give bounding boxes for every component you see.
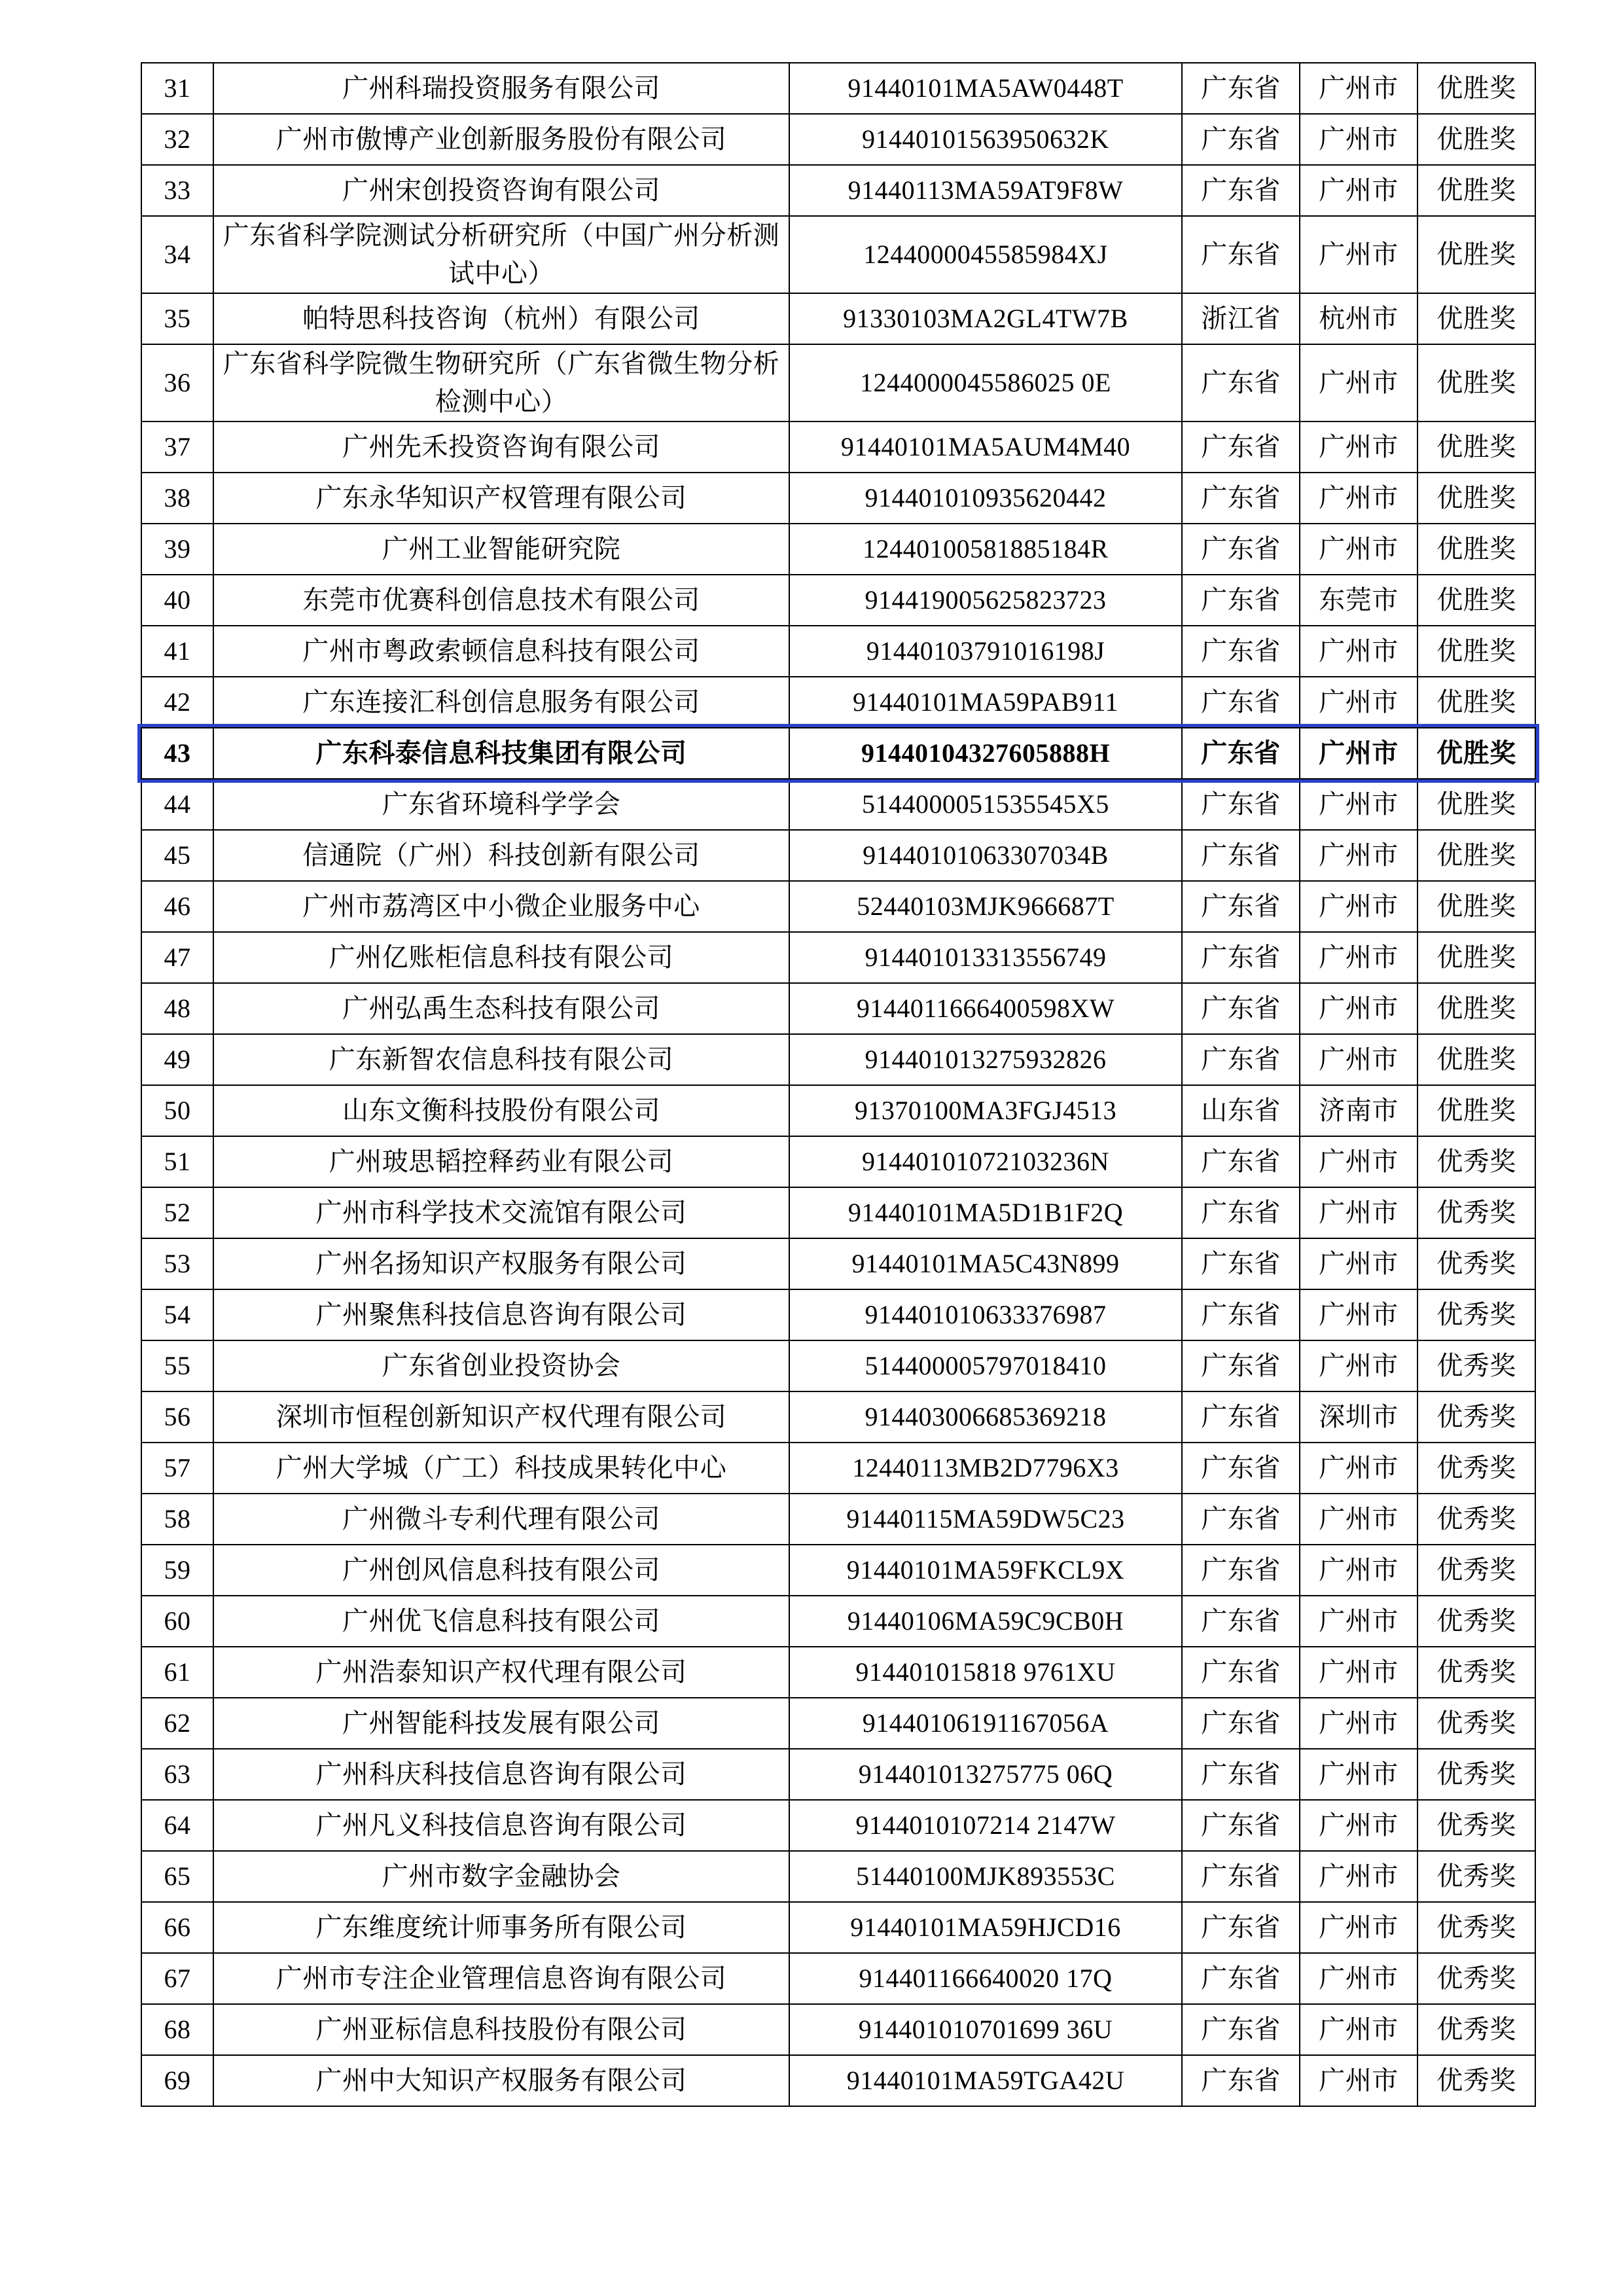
cell-unit-name: 广州科瑞投资服务有限公司 bbox=[213, 63, 789, 114]
cell-unit-name: 广州工业智能研究院 bbox=[213, 524, 789, 575]
cell-province: 广东省 bbox=[1182, 1749, 1300, 1800]
cell-award: 优胜奖 bbox=[1418, 216, 1535, 293]
cell-city: 广州市 bbox=[1300, 932, 1418, 983]
cell-credit-code: 91440115MA59DW5C23 bbox=[789, 1494, 1182, 1545]
table-row bbox=[141, 881, 1535, 932]
cell-index: 51 bbox=[141, 1136, 213, 1187]
cell-credit-code: 9144010107214 2147W bbox=[789, 1800, 1182, 1851]
cell-province: 广东省 bbox=[1182, 1238, 1300, 1289]
cell-credit-code: 914401015818 9761XU bbox=[789, 1647, 1182, 1698]
table-row bbox=[141, 1800, 1535, 1851]
cell-unit-name: 深圳市恒程创新知识产权代理有限公司 bbox=[213, 1391, 789, 1443]
cell-city: 广州市 bbox=[1300, 1443, 1418, 1494]
cell-city: 广州市 bbox=[1300, 983, 1418, 1034]
table-row bbox=[141, 63, 1535, 114]
cell-award: 优秀奖 bbox=[1418, 1391, 1535, 1443]
cell-credit-code: 91440101MA59TGA42U bbox=[789, 2055, 1182, 2106]
table-row bbox=[141, 473, 1535, 524]
cell-province: 广东省 bbox=[1182, 422, 1300, 473]
cell-province: 广东省 bbox=[1182, 1902, 1300, 1953]
table-row bbox=[141, 1340, 1535, 1391]
cell-credit-code: 91440101072103236N bbox=[789, 1136, 1182, 1187]
cell-city: 广州市 bbox=[1300, 779, 1418, 830]
table-row bbox=[141, 1034, 1535, 1085]
cell-province: 广东省 bbox=[1182, 1596, 1300, 1647]
cell-award: 优胜奖 bbox=[1418, 779, 1535, 830]
cell-credit-code: 91440113MA59AT9F8W bbox=[789, 165, 1182, 216]
cell-province: 广东省 bbox=[1182, 1340, 1300, 1391]
cell-award: 优秀奖 bbox=[1418, 1187, 1535, 1238]
cell-index: 35 bbox=[141, 293, 213, 344]
cell-province: 广东省 bbox=[1182, 1034, 1300, 1085]
cell-credit-code: 914401166640020 17Q bbox=[789, 1953, 1182, 2004]
cell-unit-name: 广东省科学院微生物研究所（广东省微生物分析检测中心） bbox=[213, 344, 789, 422]
cell-index: 31 bbox=[141, 63, 213, 114]
cell-unit-name: 广州玻思韬控释药业有限公司 bbox=[213, 1136, 789, 1187]
table-row bbox=[141, 1647, 1535, 1698]
cell-index: 42 bbox=[141, 677, 213, 728]
cell-index: 65 bbox=[141, 1851, 213, 1902]
cell-unit-name: 广州科庆科技信息咨询有限公司 bbox=[213, 1749, 789, 1800]
cell-province: 广东省 bbox=[1182, 165, 1300, 216]
cell-city: 广州市 bbox=[1300, 165, 1418, 216]
table-row bbox=[141, 1085, 1535, 1136]
table-row bbox=[141, 1289, 1535, 1340]
cell-unit-name: 帕特思科技咨询（杭州）有限公司 bbox=[213, 293, 789, 344]
cell-unit-name: 山东文衡科技股份有限公司 bbox=[213, 1085, 789, 1136]
cell-city: 广州市 bbox=[1300, 881, 1418, 932]
cell-credit-code: 91370100MA3FGJ4513 bbox=[789, 1085, 1182, 1136]
cell-index: 62 bbox=[141, 1698, 213, 1749]
cell-index: 52 bbox=[141, 1187, 213, 1238]
cell-province: 广东省 bbox=[1182, 1647, 1300, 1698]
cell-city: 广州市 bbox=[1300, 114, 1418, 165]
table-row bbox=[141, 344, 1535, 422]
cell-index: 45 bbox=[141, 830, 213, 881]
cell-unit-name: 广州大学城（广工）科技成果转化中心 bbox=[213, 1443, 789, 1494]
cell-index: 67 bbox=[141, 1953, 213, 2004]
table-row bbox=[141, 114, 1535, 165]
cell-index: 37 bbox=[141, 422, 213, 473]
cell-credit-code: 91440101MA5D1B1F2Q bbox=[789, 1187, 1182, 1238]
cell-city: 广州市 bbox=[1300, 524, 1418, 575]
cell-city: 广州市 bbox=[1300, 1494, 1418, 1545]
cell-unit-name: 广州名扬知识产权服务有限公司 bbox=[213, 1238, 789, 1289]
cell-award: 优胜奖 bbox=[1418, 677, 1535, 728]
cell-credit-code: 91440101MA59FKCL9X bbox=[789, 1545, 1182, 1596]
table-row bbox=[141, 728, 1535, 779]
cell-credit-code: 52440103MJK966687T bbox=[789, 881, 1182, 932]
cell-award: 优胜奖 bbox=[1418, 932, 1535, 983]
cell-city: 广州市 bbox=[1300, 1136, 1418, 1187]
cell-city: 广州市 bbox=[1300, 830, 1418, 881]
cell-credit-code: 51440100MJK893553C bbox=[789, 1851, 1182, 1902]
cell-credit-code: 914401010935620442 bbox=[789, 473, 1182, 524]
cell-award: 优秀奖 bbox=[1418, 1647, 1535, 1698]
cell-city: 广州市 bbox=[1300, 2004, 1418, 2055]
cell-index: 49 bbox=[141, 1034, 213, 1085]
cell-city: 广州市 bbox=[1300, 1749, 1418, 1800]
cell-index: 33 bbox=[141, 165, 213, 216]
cell-award: 优胜奖 bbox=[1418, 575, 1535, 626]
cell-award: 优胜奖 bbox=[1418, 1085, 1535, 1136]
cell-award: 优秀奖 bbox=[1418, 1851, 1535, 1902]
cell-award: 优胜奖 bbox=[1418, 830, 1535, 881]
cell-index: 59 bbox=[141, 1545, 213, 1596]
cell-award: 优秀奖 bbox=[1418, 1596, 1535, 1647]
table-row bbox=[141, 575, 1535, 626]
cell-index: 32 bbox=[141, 114, 213, 165]
cell-unit-name: 广东新智农信息科技有限公司 bbox=[213, 1034, 789, 1085]
cell-city: 广州市 bbox=[1300, 1289, 1418, 1340]
cell-award: 优秀奖 bbox=[1418, 1749, 1535, 1800]
table-row bbox=[141, 1749, 1535, 1800]
table-row bbox=[141, 216, 1535, 293]
table-row bbox=[141, 524, 1535, 575]
cell-unit-name: 信通院（广州）科技创新有限公司 bbox=[213, 830, 789, 881]
cell-unit-name: 广州优飞信息科技有限公司 bbox=[213, 1596, 789, 1647]
cell-city: 广州市 bbox=[1300, 1545, 1418, 1596]
cell-credit-code: 9144011666400598XW bbox=[789, 983, 1182, 1034]
table-row bbox=[141, 983, 1535, 1034]
cell-credit-code: 91440106191167056A bbox=[789, 1698, 1182, 1749]
table-row bbox=[141, 626, 1535, 677]
table-row bbox=[141, 1494, 1535, 1545]
cell-award: 优胜奖 bbox=[1418, 881, 1535, 932]
cell-credit-code: 12440113MB2D7796X3 bbox=[789, 1443, 1182, 1494]
cell-province: 广东省 bbox=[1182, 114, 1300, 165]
cell-unit-name: 广东连接汇科创信息服务有限公司 bbox=[213, 677, 789, 728]
cell-award: 优胜奖 bbox=[1418, 1034, 1535, 1085]
cell-province: 广东省 bbox=[1182, 830, 1300, 881]
cell-province: 广东省 bbox=[1182, 779, 1300, 830]
cell-award: 优胜奖 bbox=[1418, 626, 1535, 677]
cell-province: 广东省 bbox=[1182, 63, 1300, 114]
cell-index: 46 bbox=[141, 881, 213, 932]
cell-city: 广州市 bbox=[1300, 1340, 1418, 1391]
cell-index: 50 bbox=[141, 1085, 213, 1136]
award-table-container bbox=[141, 62, 1516, 2107]
cell-index: 54 bbox=[141, 1289, 213, 1340]
cell-unit-name: 广州市傲博产业创新服务股份有限公司 bbox=[213, 114, 789, 165]
cell-index: 43 bbox=[141, 728, 213, 779]
cell-city: 广州市 bbox=[1300, 1596, 1418, 1647]
cell-province: 广东省 bbox=[1182, 216, 1300, 293]
cell-unit-name: 广东科泰信息科技集团有限公司 bbox=[213, 728, 789, 779]
cell-award: 优秀奖 bbox=[1418, 1902, 1535, 1953]
cell-unit-name: 广州弘禹生态科技有限公司 bbox=[213, 983, 789, 1034]
table-row bbox=[141, 422, 1535, 473]
cell-unit-name: 广州市数字金融协会 bbox=[213, 1851, 789, 1902]
cell-index: 56 bbox=[141, 1391, 213, 1443]
cell-credit-code: 914419005625823723 bbox=[789, 575, 1182, 626]
table-row bbox=[141, 1851, 1535, 1902]
cell-city: 广州市 bbox=[1300, 1187, 1418, 1238]
award-table-body bbox=[141, 63, 1535, 2106]
cell-city: 广州市 bbox=[1300, 1238, 1418, 1289]
cell-city: 广州市 bbox=[1300, 677, 1418, 728]
cell-city: 广州市 bbox=[1300, 626, 1418, 677]
cell-unit-name: 广州中大知识产权服务有限公司 bbox=[213, 2055, 789, 2106]
cell-credit-code: 91440104327605888H bbox=[789, 728, 1182, 779]
cell-index: 60 bbox=[141, 1596, 213, 1647]
cell-province: 广东省 bbox=[1182, 1187, 1300, 1238]
cell-unit-name: 广州浩泰知识产权代理有限公司 bbox=[213, 1647, 789, 1698]
cell-credit-code: 91440101MA59HJCD16 bbox=[789, 1902, 1182, 1953]
table-row bbox=[141, 2004, 1535, 2055]
cell-city: 广州市 bbox=[1300, 1902, 1418, 1953]
cell-city: 广州市 bbox=[1300, 422, 1418, 473]
cell-province: 广东省 bbox=[1182, 1136, 1300, 1187]
table-row bbox=[141, 830, 1535, 881]
cell-credit-code: 91440101563950632K bbox=[789, 114, 1182, 165]
cell-unit-name: 广东维度统计师事务所有限公司 bbox=[213, 1902, 789, 1953]
cell-unit-name: 广州先禾投资咨询有限公司 bbox=[213, 422, 789, 473]
cell-province: 广东省 bbox=[1182, 1698, 1300, 1749]
cell-city: 杭州市 bbox=[1300, 293, 1418, 344]
cell-unit-name: 广州智能科技发展有限公司 bbox=[213, 1698, 789, 1749]
cell-credit-code: 91330103MA2GL4TW7B bbox=[789, 293, 1182, 344]
table-row bbox=[141, 1443, 1535, 1494]
cell-province: 广东省 bbox=[1182, 728, 1300, 779]
table-row bbox=[141, 1545, 1535, 1596]
cell-province: 广东省 bbox=[1182, 881, 1300, 932]
cell-index: 57 bbox=[141, 1443, 213, 1494]
table-row bbox=[141, 1136, 1535, 1187]
cell-city: 广州市 bbox=[1300, 63, 1418, 114]
cell-award: 优秀奖 bbox=[1418, 2004, 1535, 2055]
table-row bbox=[141, 1902, 1535, 1953]
cell-province: 广东省 bbox=[1182, 575, 1300, 626]
cell-unit-name: 广州宋创投资咨询有限公司 bbox=[213, 165, 789, 216]
cell-unit-name: 广东省科学院测试分析研究所（中国广州分析测试中心） bbox=[213, 216, 789, 293]
cell-province: 广东省 bbox=[1182, 1443, 1300, 1494]
cell-unit-name: 广州市粤政索顿信息科技有限公司 bbox=[213, 626, 789, 677]
cell-award: 优秀奖 bbox=[1418, 1545, 1535, 1596]
cell-credit-code: 914401010633376987 bbox=[789, 1289, 1182, 1340]
cell-city: 广州市 bbox=[1300, 344, 1418, 422]
cell-city: 济南市 bbox=[1300, 1085, 1418, 1136]
cell-award: 优胜奖 bbox=[1418, 983, 1535, 1034]
cell-index: 53 bbox=[141, 1238, 213, 1289]
cell-award: 优胜奖 bbox=[1418, 293, 1535, 344]
cell-city: 广州市 bbox=[1300, 1800, 1418, 1851]
table-row bbox=[141, 2055, 1535, 2106]
cell-award: 优胜奖 bbox=[1418, 63, 1535, 114]
cell-award: 优秀奖 bbox=[1418, 1289, 1535, 1340]
cell-province: 广东省 bbox=[1182, 344, 1300, 422]
cell-credit-code: 91440101MA5AUM4M40 bbox=[789, 422, 1182, 473]
table-row bbox=[141, 1187, 1535, 1238]
cell-index: 47 bbox=[141, 932, 213, 983]
table-row bbox=[141, 1391, 1535, 1443]
cell-credit-code: 1244000045586025 0E bbox=[789, 344, 1182, 422]
cell-credit-code: 91440101MA5C43N899 bbox=[789, 1238, 1182, 1289]
cell-award: 优秀奖 bbox=[1418, 1494, 1535, 1545]
table-row bbox=[141, 932, 1535, 983]
table-row bbox=[141, 779, 1535, 830]
cell-unit-name: 广州市荔湾区中小微企业服务中心 bbox=[213, 881, 789, 932]
cell-award: 优胜奖 bbox=[1418, 728, 1535, 779]
cell-unit-name: 广州微斗专利代理有限公司 bbox=[213, 1494, 789, 1545]
cell-award: 优秀奖 bbox=[1418, 1238, 1535, 1289]
cell-unit-name: 广州亚标信息科技股份有限公司 bbox=[213, 2004, 789, 2055]
cell-award: 优胜奖 bbox=[1418, 344, 1535, 422]
cell-credit-code: 91440106MA59C9CB0H bbox=[789, 1596, 1182, 1647]
cell-award: 优胜奖 bbox=[1418, 473, 1535, 524]
cell-index: 34 bbox=[141, 216, 213, 293]
cell-province: 广东省 bbox=[1182, 524, 1300, 575]
cell-city: 东莞市 bbox=[1300, 575, 1418, 626]
cell-city: 广州市 bbox=[1300, 473, 1418, 524]
cell-credit-code: 12440100581885184R bbox=[789, 524, 1182, 575]
cell-province: 广东省 bbox=[1182, 1391, 1300, 1443]
cell-award: 优秀奖 bbox=[1418, 1340, 1535, 1391]
cell-city: 广州市 bbox=[1300, 2055, 1418, 2106]
cell-credit-code: 91440101063307034B bbox=[789, 830, 1182, 881]
cell-city: 广州市 bbox=[1300, 1698, 1418, 1749]
cell-index: 41 bbox=[141, 626, 213, 677]
cell-index: 61 bbox=[141, 1647, 213, 1698]
cell-award: 优胜奖 bbox=[1418, 422, 1535, 473]
cell-award: 优胜奖 bbox=[1418, 165, 1535, 216]
cell-credit-code: 914401010701699 36U bbox=[789, 2004, 1182, 2055]
cell-city: 深圳市 bbox=[1300, 1391, 1418, 1443]
table-row bbox=[141, 1596, 1535, 1647]
cell-province: 山东省 bbox=[1182, 1085, 1300, 1136]
cell-credit-code: 91440103791016198J bbox=[789, 626, 1182, 677]
cell-city: 广州市 bbox=[1300, 1851, 1418, 1902]
cell-credit-code: 91440101MA5AW0448T bbox=[789, 63, 1182, 114]
cell-unit-name: 广东省环境科学学会 bbox=[213, 779, 789, 830]
cell-index: 63 bbox=[141, 1749, 213, 1800]
cell-index: 44 bbox=[141, 779, 213, 830]
cell-province: 广东省 bbox=[1182, 626, 1300, 677]
table-row bbox=[141, 1698, 1535, 1749]
cell-award: 优秀奖 bbox=[1418, 1136, 1535, 1187]
cell-index: 39 bbox=[141, 524, 213, 575]
table-row bbox=[141, 1238, 1535, 1289]
cell-credit-code: 91440101MA59PAB911 bbox=[789, 677, 1182, 728]
cell-award: 优秀奖 bbox=[1418, 2055, 1535, 2106]
award-list-table bbox=[141, 62, 1536, 2107]
cell-province: 广东省 bbox=[1182, 473, 1300, 524]
cell-index: 48 bbox=[141, 983, 213, 1034]
cell-index: 58 bbox=[141, 1494, 213, 1545]
cell-credit-code: 914401013275932826 bbox=[789, 1034, 1182, 1085]
cell-unit-name: 广东省创业投资协会 bbox=[213, 1340, 789, 1391]
cell-province: 浙江省 bbox=[1182, 293, 1300, 344]
cell-unit-name: 广州市科学技术交流馆有限公司 bbox=[213, 1187, 789, 1238]
cell-credit-code: 5144000051535545X5 bbox=[789, 779, 1182, 830]
cell-award: 优秀奖 bbox=[1418, 1800, 1535, 1851]
table-row bbox=[141, 1953, 1535, 2004]
cell-unit-name: 广东永华知识产权管理有限公司 bbox=[213, 473, 789, 524]
cell-city: 广州市 bbox=[1300, 1647, 1418, 1698]
cell-province: 广东省 bbox=[1182, 1953, 1300, 2004]
cell-province: 广东省 bbox=[1182, 1289, 1300, 1340]
cell-city: 广州市 bbox=[1300, 728, 1418, 779]
cell-unit-name: 广州聚焦科技信息咨询有限公司 bbox=[213, 1289, 789, 1340]
cell-credit-code: 914403006685369218 bbox=[789, 1391, 1182, 1443]
cell-city: 广州市 bbox=[1300, 1953, 1418, 2004]
cell-unit-name: 广州凡义科技信息咨询有限公司 bbox=[213, 1800, 789, 1851]
cell-province: 广东省 bbox=[1182, 1800, 1300, 1851]
cell-credit-code: 514400005797018410 bbox=[789, 1340, 1182, 1391]
cell-award: 优秀奖 bbox=[1418, 1953, 1535, 2004]
cell-credit-code: 914401013313556749 bbox=[789, 932, 1182, 983]
cell-index: 66 bbox=[141, 1902, 213, 1953]
cell-unit-name: 东莞市优赛科创信息技术有限公司 bbox=[213, 575, 789, 626]
cell-unit-name: 广州市专注企业管理信息咨询有限公司 bbox=[213, 1953, 789, 2004]
cell-province: 广东省 bbox=[1182, 932, 1300, 983]
cell-award: 优秀奖 bbox=[1418, 1443, 1535, 1494]
cell-index: 40 bbox=[141, 575, 213, 626]
cell-province: 广东省 bbox=[1182, 1851, 1300, 1902]
cell-province: 广东省 bbox=[1182, 2004, 1300, 2055]
cell-index: 68 bbox=[141, 2004, 213, 2055]
cell-award: 优胜奖 bbox=[1418, 114, 1535, 165]
table-row bbox=[141, 677, 1535, 728]
cell-index: 38 bbox=[141, 473, 213, 524]
cell-index: 64 bbox=[141, 1800, 213, 1851]
cell-unit-name: 广州创风信息科技有限公司 bbox=[213, 1545, 789, 1596]
cell-city: 广州市 bbox=[1300, 216, 1418, 293]
cell-credit-code: 914401013275775 06Q bbox=[789, 1749, 1182, 1800]
cell-index: 36 bbox=[141, 344, 213, 422]
cell-index: 69 bbox=[141, 2055, 213, 2106]
cell-city: 广州市 bbox=[1300, 1034, 1418, 1085]
cell-province: 广东省 bbox=[1182, 983, 1300, 1034]
table-row bbox=[141, 165, 1535, 216]
cell-province: 广东省 bbox=[1182, 1494, 1300, 1545]
cell-province: 广东省 bbox=[1182, 1545, 1300, 1596]
cell-award: 优胜奖 bbox=[1418, 524, 1535, 575]
cell-province: 广东省 bbox=[1182, 2055, 1300, 2106]
cell-index: 55 bbox=[141, 1340, 213, 1391]
cell-province: 广东省 bbox=[1182, 677, 1300, 728]
cell-award: 优秀奖 bbox=[1418, 1698, 1535, 1749]
cell-unit-name: 广州亿账柜信息科技有限公司 bbox=[213, 932, 789, 983]
cell-credit-code: 1244000045585984XJ bbox=[789, 216, 1182, 293]
table-row bbox=[141, 293, 1535, 344]
